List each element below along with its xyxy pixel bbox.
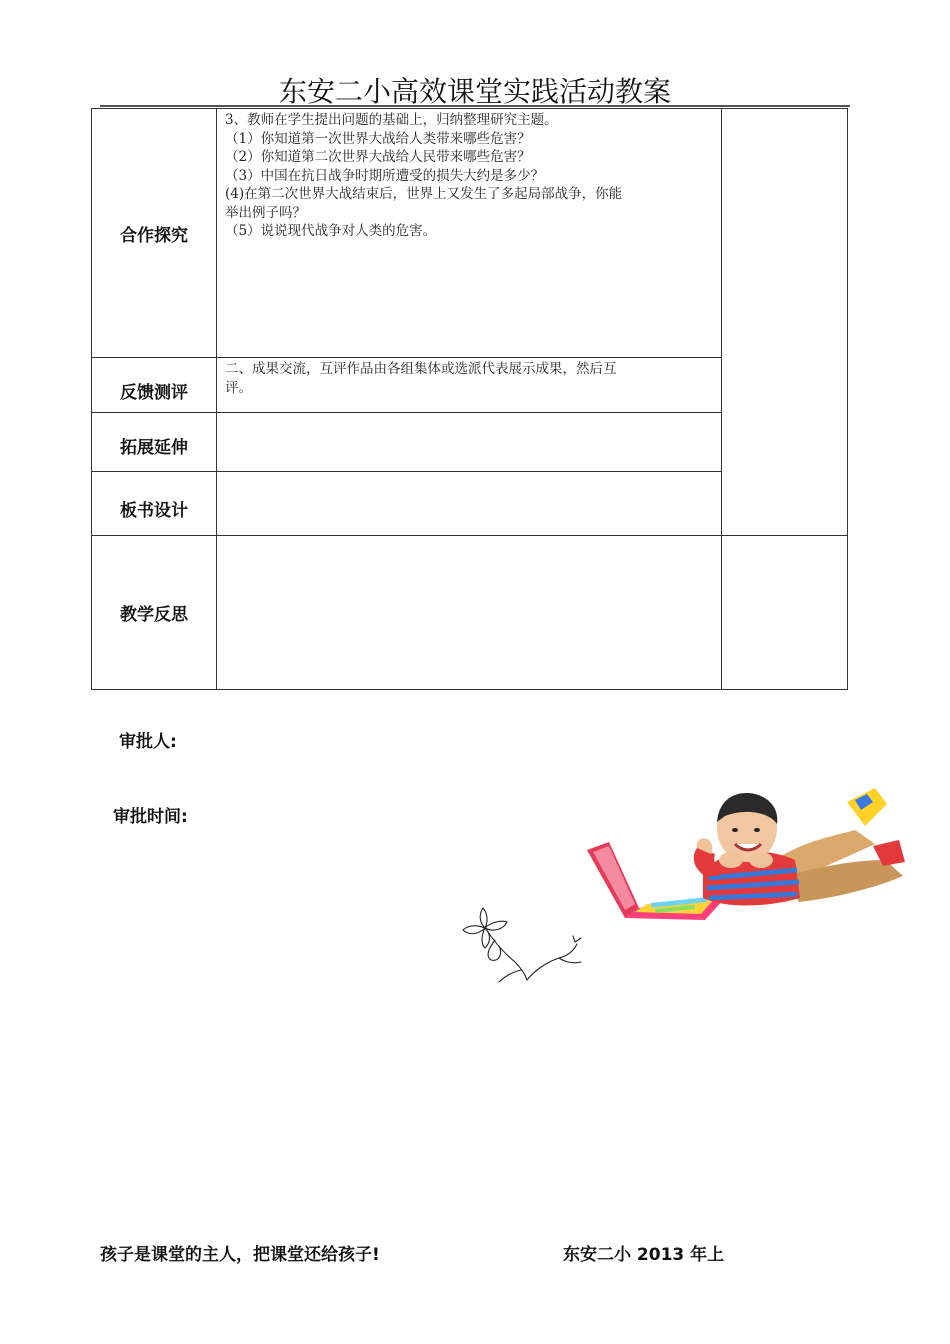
title-underline: [100, 105, 850, 107]
footer-motto: 孩子是课堂的主人，把课堂还给孩子!: [100, 1245, 380, 1265]
row-label-board: [92, 472, 217, 536]
cooperative-content: [217, 109, 722, 358]
label-text: 板书设计: [120, 501, 188, 521]
notes-column-lower: [722, 536, 848, 690]
content-line: （3）中国在抗日战争时期所遭受的损失大约是多少？: [225, 167, 545, 184]
content-line: （1）你知道第一次世界大战给人类带来哪些危害？: [225, 130, 531, 147]
flower-sketch-image: [455, 900, 590, 985]
label-text: 教学反思: [120, 605, 188, 625]
row-reflection: [92, 536, 848, 690]
child-with-laptop-image: [585, 780, 910, 940]
page-title: 东安二小高效课堂实践活动教案: [278, 75, 671, 108]
content-line: (4)在第二次世界大战结束后，世界上又发生了多起局部战争，你能: [225, 186, 623, 202]
content-line: 评。: [225, 379, 252, 396]
board-content: [217, 472, 722, 536]
row-label-reflection: [92, 536, 217, 690]
reflection-content: [217, 536, 722, 690]
notes-column-upper: [722, 109, 848, 536]
row-label-cooperative: [92, 109, 217, 358]
feedback-content: [217, 358, 722, 413]
approval-time-label: 审批时间:: [113, 807, 188, 827]
row-label-feedback: [92, 358, 217, 413]
label-text: 反馈测评: [120, 382, 188, 403]
lesson-plan-table: [91, 108, 848, 690]
label-text: 拓展延伸: [120, 437, 188, 458]
content-line: 3、教师在学生提出问题的基础上，归纳整理研究主题。: [225, 112, 558, 128]
content-line: 二、成果交流，互评作品由各组集体或选派代表展示成果，然后互: [225, 361, 617, 377]
content-line: （2）你知道第二次世界大战给人民带来哪些危害？: [225, 149, 531, 165]
row-cooperative: [92, 109, 848, 358]
approver-label: 审批人:: [119, 732, 177, 752]
label-text: 合作探究: [120, 225, 188, 246]
extension-content: [217, 413, 722, 472]
row-label-extension: [92, 413, 217, 472]
footer-school-term: 东安二小 2013 年上: [563, 1245, 725, 1265]
content-line: 举出例子吗？: [225, 204, 306, 221]
content-line: （5）说说现代战争对人类的危害。: [225, 223, 437, 239]
